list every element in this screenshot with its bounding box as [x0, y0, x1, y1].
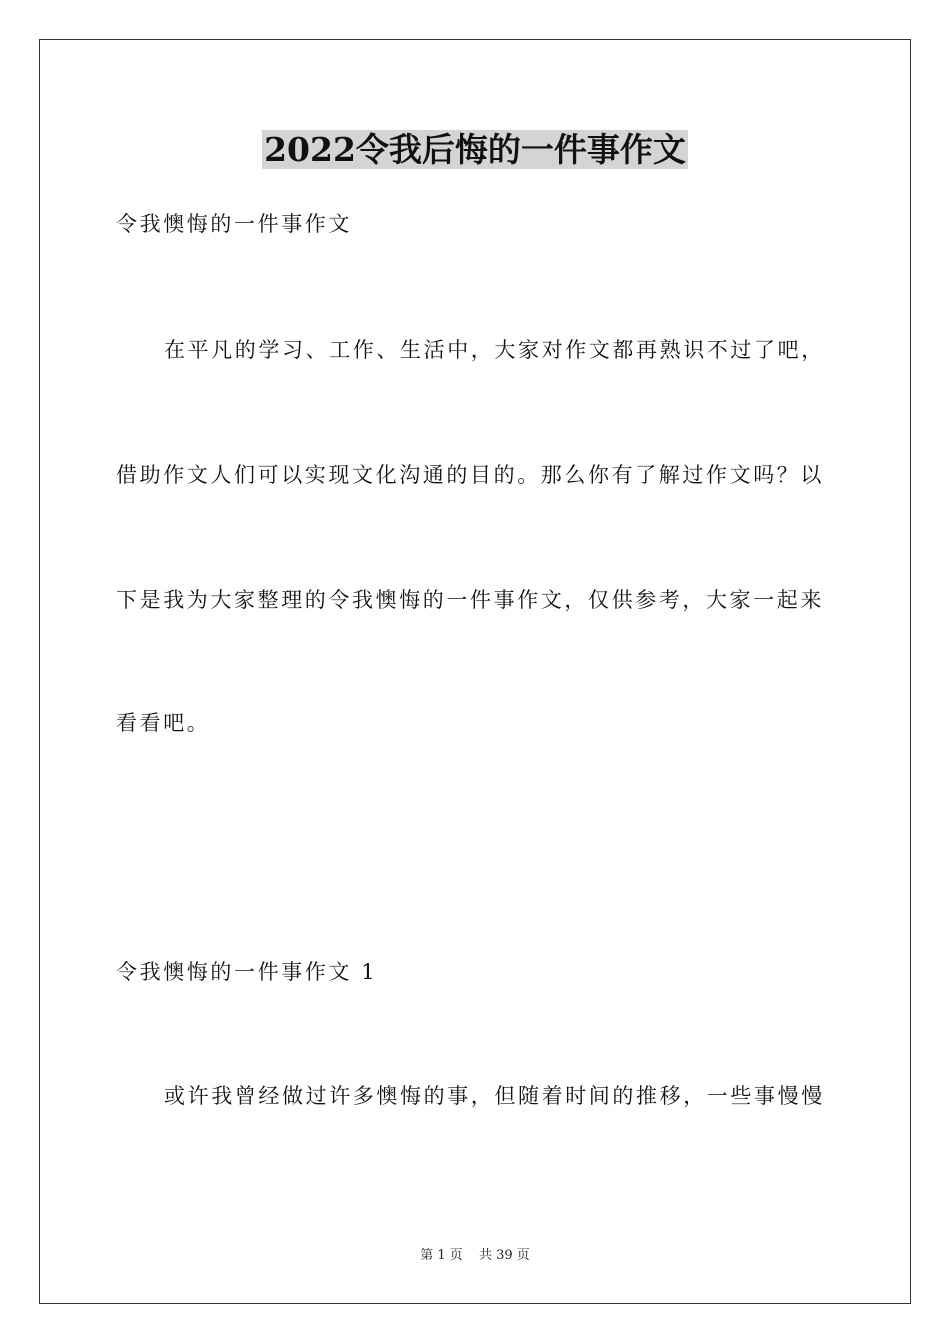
intro-line: 下是我为大家整理的令我懊悔的一件事作文，仅供参考，大家一起来	[116, 588, 824, 612]
document-subtitle: 令我懊悔的一件事作文	[116, 212, 352, 236]
section-line: 或许我曾经做过许多懊悔的事，但随着时间的推移，一些事慢慢	[164, 1084, 825, 1108]
intro-line: 在平凡的学习、工作、生活中，大家对作文都再熟识不过了吧，	[164, 338, 825, 362]
document-title	[0, 128, 950, 172]
page-number: 第 1 页	[420, 1248, 463, 1263]
page-total: 共 39 页	[478, 1248, 530, 1263]
intro-line: 看看吧。	[116, 711, 211, 735]
page-footer	[0, 1247, 950, 1265]
section-heading: 令我懊悔的一件事作文 1	[116, 960, 378, 984]
intro-line: 借助作文人们可以实现文化沟通的目的。那么你有了解过作文吗？以	[116, 463, 824, 487]
document-title-text: 2022令我后悔的一件事作文	[264, 130, 686, 169]
